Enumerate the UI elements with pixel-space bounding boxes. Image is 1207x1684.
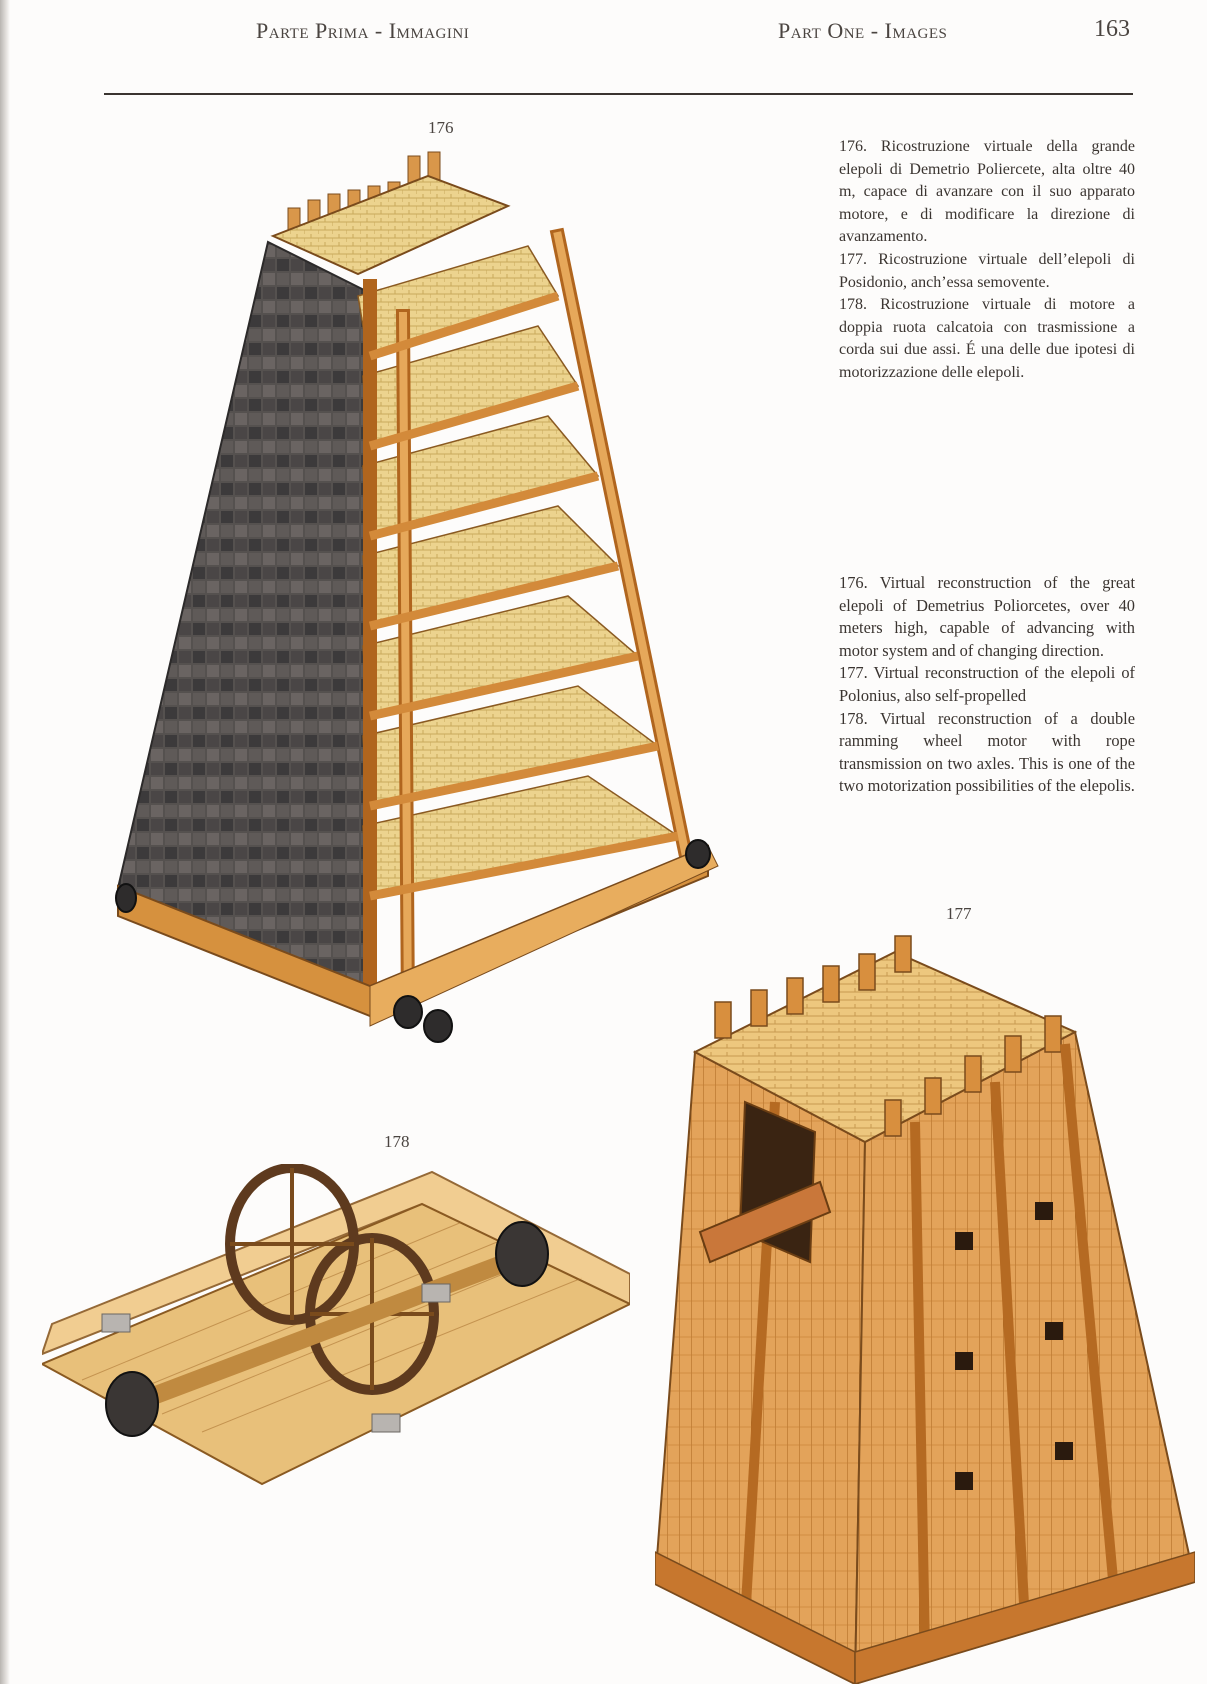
page-gutter-shadow bbox=[0, 0, 10, 1684]
caption-en-177: 177. Virtual reconstruction of the elepoli of Polonius, also self-propelled bbox=[839, 663, 1135, 705]
running-head-right: Part One - Images bbox=[778, 18, 948, 43]
caption-english bbox=[839, 572, 1135, 798]
caption-it-176: 176. Ricostruzione virtuale della grande elepoli di Demetrio Poliercete, alta oltre 40 m, capace di avanzare con il suo apparato motore, e di modificare la direzione di avanzamento. bbox=[839, 138, 1135, 246]
running-head-left: Parte Prima - Immagini bbox=[256, 18, 470, 43]
figure-number-177: 177 bbox=[946, 904, 972, 923]
caption-it-177: 177. Ricostruzione virtuale dell’elepoli di Posidonio, anch’essa semovente. bbox=[839, 250, 1135, 291]
caption-italian bbox=[839, 136, 1135, 385]
page-number: 163 bbox=[1094, 16, 1130, 42]
caption-it-178: 178. Ricostruzione virtuale di motore a doppia ruota calcatoia con trasmissione a corda sui due assi. É una delle due ipotesi di motorizzazione delle elepoli. bbox=[839, 296, 1135, 381]
caption-en-176: 176. Virtual reconstruction of the great elepoli of Demetrius Poliorcetes, over 40 meters high, capable of advancing with motor system and of changing direction. bbox=[839, 573, 1135, 660]
header-rule bbox=[104, 93, 1133, 95]
figure-number-176: 176 bbox=[428, 118, 454, 137]
caption-en-178: 178. Virtual reconstruction of a double ramming wheel motor with rope transmission on two axles. This is one of the two motorization possibilities of the elepolis. bbox=[839, 708, 1135, 796]
figure-177-siege-tower-illustration bbox=[655, 932, 1195, 1684]
figure-178-wheel-motor-illustration bbox=[42, 1164, 630, 1504]
figure-number-178: 178 bbox=[384, 1132, 410, 1151]
